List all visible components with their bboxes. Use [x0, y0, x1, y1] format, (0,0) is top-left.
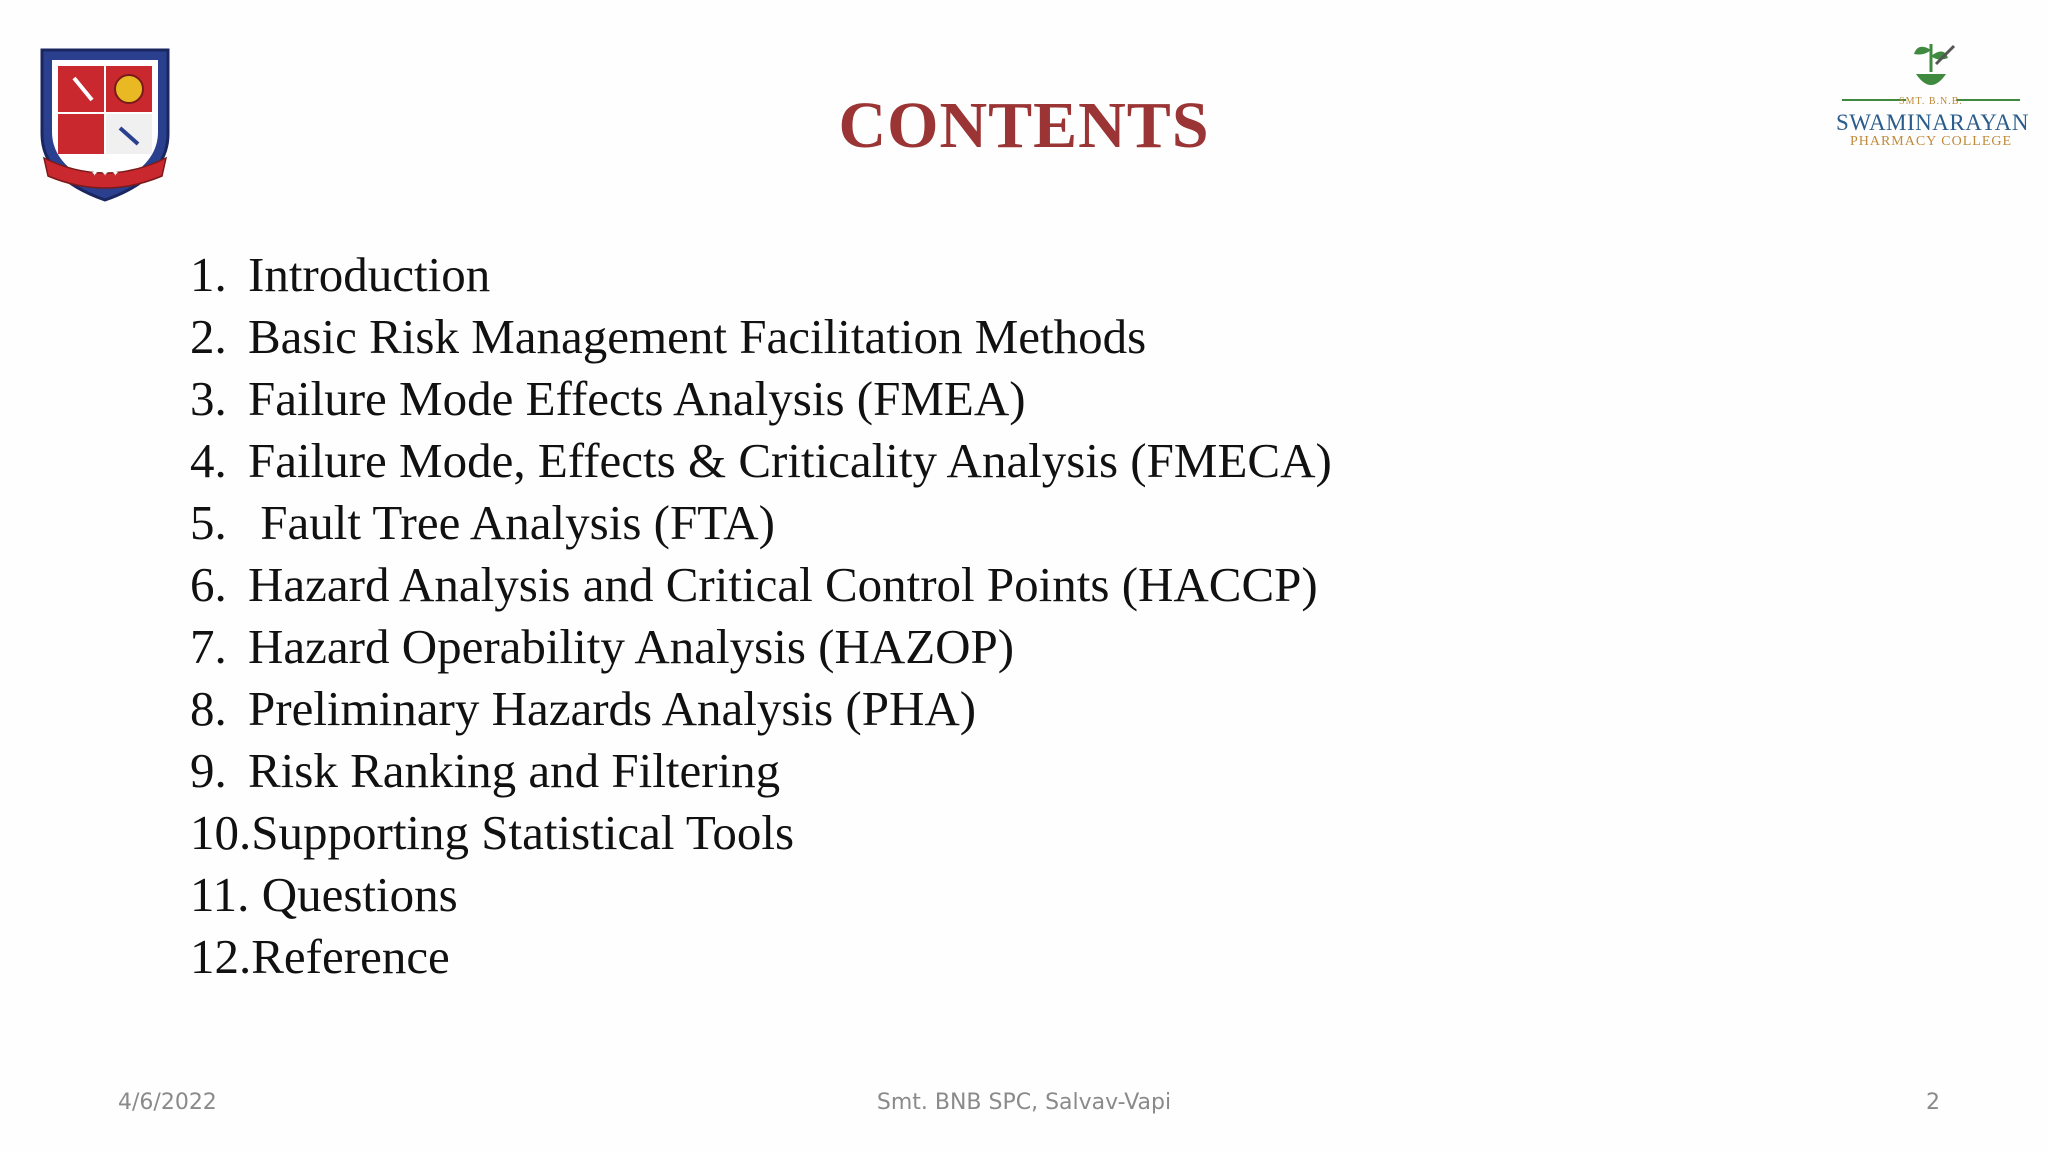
list-item: [190, 740, 1332, 802]
item-text: Hazard Analysis and Critical Control Points (HACCP): [248, 557, 1318, 612]
item-number: 1.: [190, 247, 227, 302]
item-text: Hazard Operability Analysis (HAZOP): [248, 619, 1015, 674]
item-text: Basic Risk Management Facilitation Methods: [248, 309, 1147, 364]
item-text: Questions: [249, 867, 458, 922]
list-item: [190, 926, 1332, 988]
list-item: [190, 492, 1332, 554]
footer-date: 4/6/2022: [118, 1090, 217, 1115]
footer-institution: Smt. BNB SPC, Salvav-Vapi: [876, 1090, 1172, 1115]
item-number: 2.: [190, 309, 227, 364]
pharmacy-college-logo-icon: [1836, 34, 2030, 154]
item-text: Supporting Statistical Tools: [251, 805, 795, 860]
item-text: Risk Ranking and Filtering: [248, 743, 781, 798]
svg-text:✦ ✦ ✦: ✦ ✦ ✦: [90, 169, 120, 179]
list-item: [190, 802, 1332, 864]
list-item: [190, 678, 1332, 740]
item-text: Failure Mode, Effects & Criticality Analysis (FMECA): [248, 433, 1332, 488]
item-text: Introduction: [248, 247, 491, 302]
item-number: 5.: [190, 495, 227, 550]
item-text: Preliminary Hazards Analysis (PHA): [248, 681, 977, 736]
page-title: CONTENTS: [838, 89, 1210, 162]
item-number: 8.: [190, 681, 227, 736]
item-text: Failure Mode Effects Analysis (FMEA): [248, 371, 1026, 426]
list-item: [190, 864, 1332, 926]
item-number: 9.: [190, 743, 227, 798]
item-number: 7.: [190, 619, 227, 674]
list-item: [190, 244, 1332, 306]
list-item: [190, 430, 1332, 492]
item-number: 3.: [190, 371, 227, 426]
list-item: [190, 368, 1332, 430]
logo-brand-text: SWAMINARAYAN: [1836, 110, 2030, 135]
logo-sub-text: PHARMACY COLLEGE: [1849, 134, 2013, 149]
logo-small-text: SMT. B.N.B.: [1899, 96, 1963, 107]
item-text: Fault Tree Analysis (FTA): [248, 495, 775, 550]
item-number: 4.: [190, 433, 227, 488]
list-item: [190, 554, 1332, 616]
item-number: 6.: [190, 557, 227, 612]
item-number: 11.: [190, 867, 250, 922]
list-item: [190, 616, 1332, 678]
item-number: 12.: [190, 929, 252, 984]
page-number: 2: [1926, 1090, 1940, 1115]
list-item: [190, 306, 1332, 368]
item-text: Reference: [251, 929, 450, 984]
item-number: 10.: [190, 805, 252, 860]
contents-list: [190, 244, 1332, 988]
